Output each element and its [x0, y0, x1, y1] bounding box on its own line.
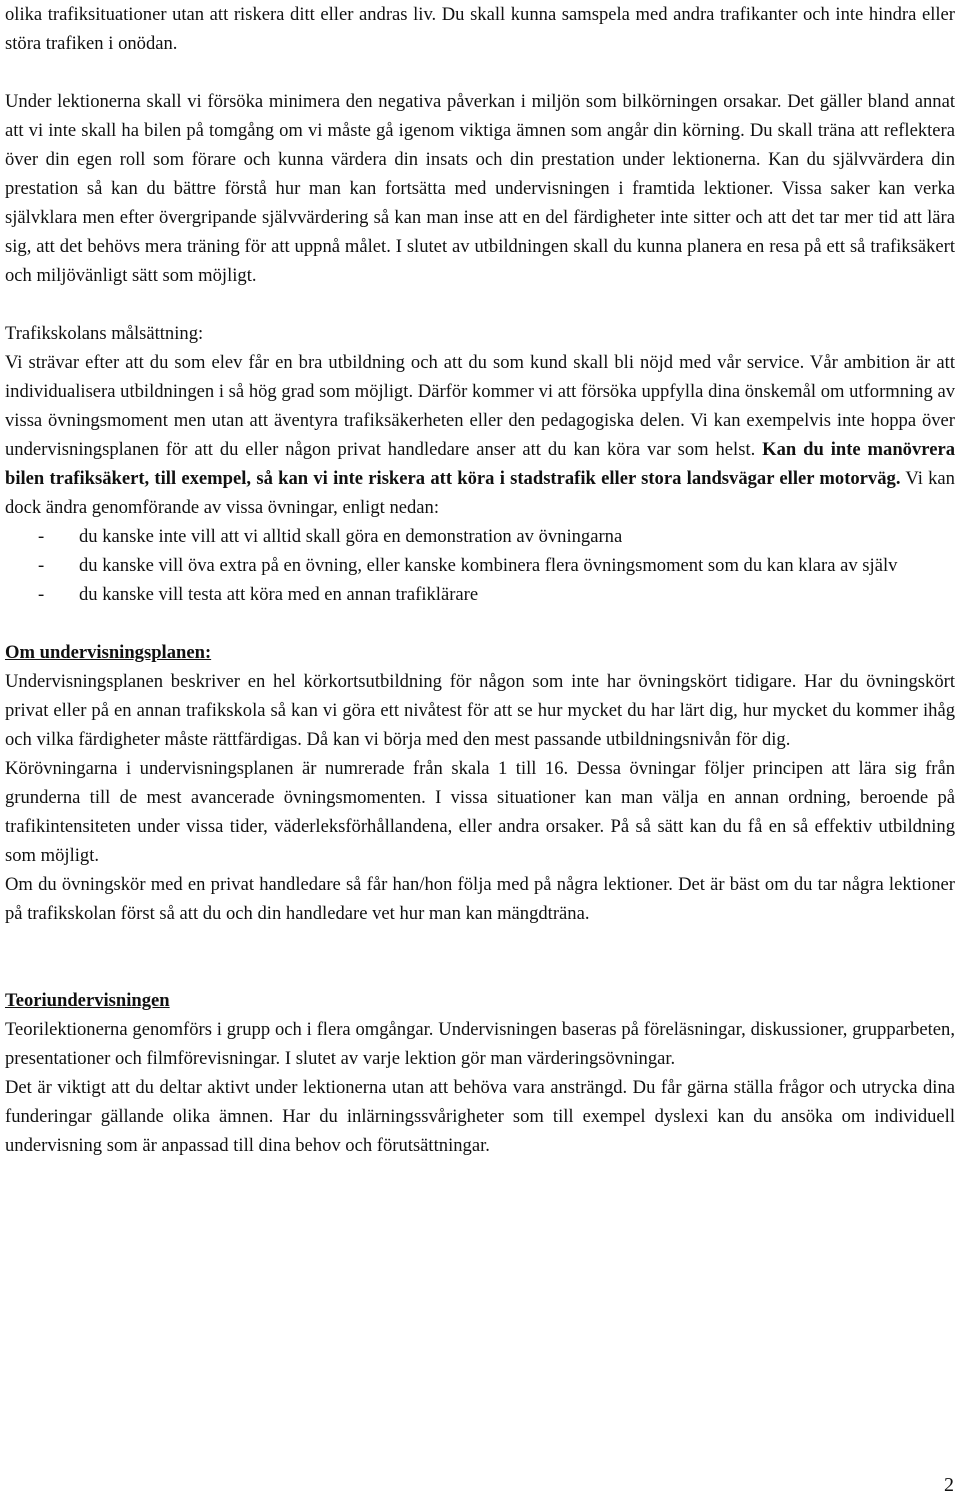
goals-text-after-bold: Vi kan dock ändra genomförande av vissa övningar, enligt nedan:: [5, 468, 955, 518]
spacer: [5, 58, 955, 87]
spacer: [5, 290, 955, 319]
theory-paragraph-2: Det är viktigt att du deltar aktivt under lektionerna utan att behöva vara ansträngd. Du får gärna ställa frågor och utrycka dina funderingar gällande olika ämnen. Har du inlärningssvårigheter som till exempel dyslexi kan du ansöka om individuell undervisning som är anpassad till dina behov och förutsättningar.: [5, 1077, 955, 1156]
list-item-text: du kanske vill testa att köra med en annan trafiklärare: [79, 584, 479, 605]
spacer: [5, 928, 955, 986]
theory-heading: Teoriundervisningen: [5, 990, 170, 1011]
plan-paragraph-2: Körövningarna i undervisningsplanen är numrerade från skala 1 till 16. Dessa övningar följer principen att lära sig från grunderna till de mest avancerade övningsmomenten. I vissa situationer kan man välja en annan ordning, beroende på trafikintensiteten under vissa tider, väderleksförhållandena, eller andra orsaker. På så sätt kan du få en så effektiv utbildning som möjligt.: [5, 758, 955, 866]
intro-paragraph-1: olika trafiksituationer utan att riskera ditt eller andras liv. Du skall kunna samspela med andra trafikanter och inte hindra eller störa trafiken i onödan.: [5, 4, 955, 54]
plan-paragraph-1: Undervisningsplanen beskriver en hel körkortsutbildning för någon som inte har övningskört tidigare. Har du övningskört privat eller på en annan trafikskola så kan vi göra ett nivåtest för att se hur mycket du har lärt dig, hur mycket du kommer ihåg och vilka färdigheter måste rättfärdigas. Då kan vi börja med den mest passande utbildningsnivån för dig.: [5, 671, 955, 750]
list-item: [5, 580, 955, 609]
goals-heading: Trafikskolans målsättning:: [5, 323, 204, 344]
page-number: 2: [944, 1474, 954, 1496]
plan-heading: Om undervisningsplanen:: [5, 642, 212, 663]
list-item-text: du kanske vill öva extra på en övning, eller kanske kombinera flera övningsmoment som du kan klara av själv: [79, 555, 898, 576]
document-page: [5, 0, 955, 1160]
dash-bullet: -: [38, 526, 45, 547]
options-list: [5, 522, 955, 609]
goals-bold-statement: Kan du inte manövrera bilen trafiksäkert, till exempel, så kan vi inte riskera att köra i stadstrafik eller stora landsvägar eller motorväg.: [5, 439, 955, 489]
theory-paragraph-1: Teorilektionerna genomförs i grupp och i flera omgångar. Undervisningen baseras på föreläsningar, diskussioner, grupparbeten, presentationer och filmförevisningar. I slutet av varje lektion gör man värderingsövningar.: [5, 1019, 955, 1069]
list-item-text: du kanske inte vill att vi alltid skall göra en demonstration av övningarna: [79, 526, 623, 547]
goals-paragraph: [5, 348, 955, 522]
dash-bullet: -: [38, 555, 45, 576]
list-item: [5, 522, 955, 551]
goals-text-before-bold: Vi strävar efter att du som elev får en bra utbildning och att du som kund skall bli nöjd med vår service. Vår ambition är att individualisera utbildningen i så hög grad som möjligt. Därför kommer vi att försöka uppfylla dina önskemål om utformning av vissa övningsmoment men utan att äventyra trafiksäkerheten eller den pedagogiska delen. Vi kan exempelvis inte hoppa över undervisningsplanen för att du eller någon privat handledare anser att du kan köra var som helst.: [5, 352, 955, 460]
plan-paragraph-3: Om du övningskör med en privat handledare så får han/hon följa med på några lektioner. Det är bäst om du tar några lektioner på trafikskolan först så att du och din handledare vet hur man kan mängdträna.: [5, 874, 955, 924]
dash-bullet: -: [38, 584, 45, 605]
list-item: [5, 551, 955, 580]
intro-paragraph-2: Under lektionerna skall vi försöka minimera den negativa påverkan i miljön som bilkörningen orsakar. Det gäller bland annat att vi inte skall ha bilen på tomgång om vi måste gå igenom viktiga ämnen som angår din körning. Du skall träna att reflektera över din egen roll som förare och kunna värdera din insats och din prestation under lektionerna. Kan du självvärdera din prestation så kan du bättre förstå hur man kan fortsätta med undervisningen i framtida lektioner. Vissa saker kan verka självklara men efter övergripande självvärdering så kan man inse att en del färdigheter inte sitter och att det tar mer tid att lära sig, att det behövs mera träning för att uppnå målet. I slutet av utbildningen skall du kunna planera en resa på ett så trafiksäkert och miljövänligt sätt som möjligt.: [5, 91, 955, 286]
spacer: [5, 609, 955, 638]
